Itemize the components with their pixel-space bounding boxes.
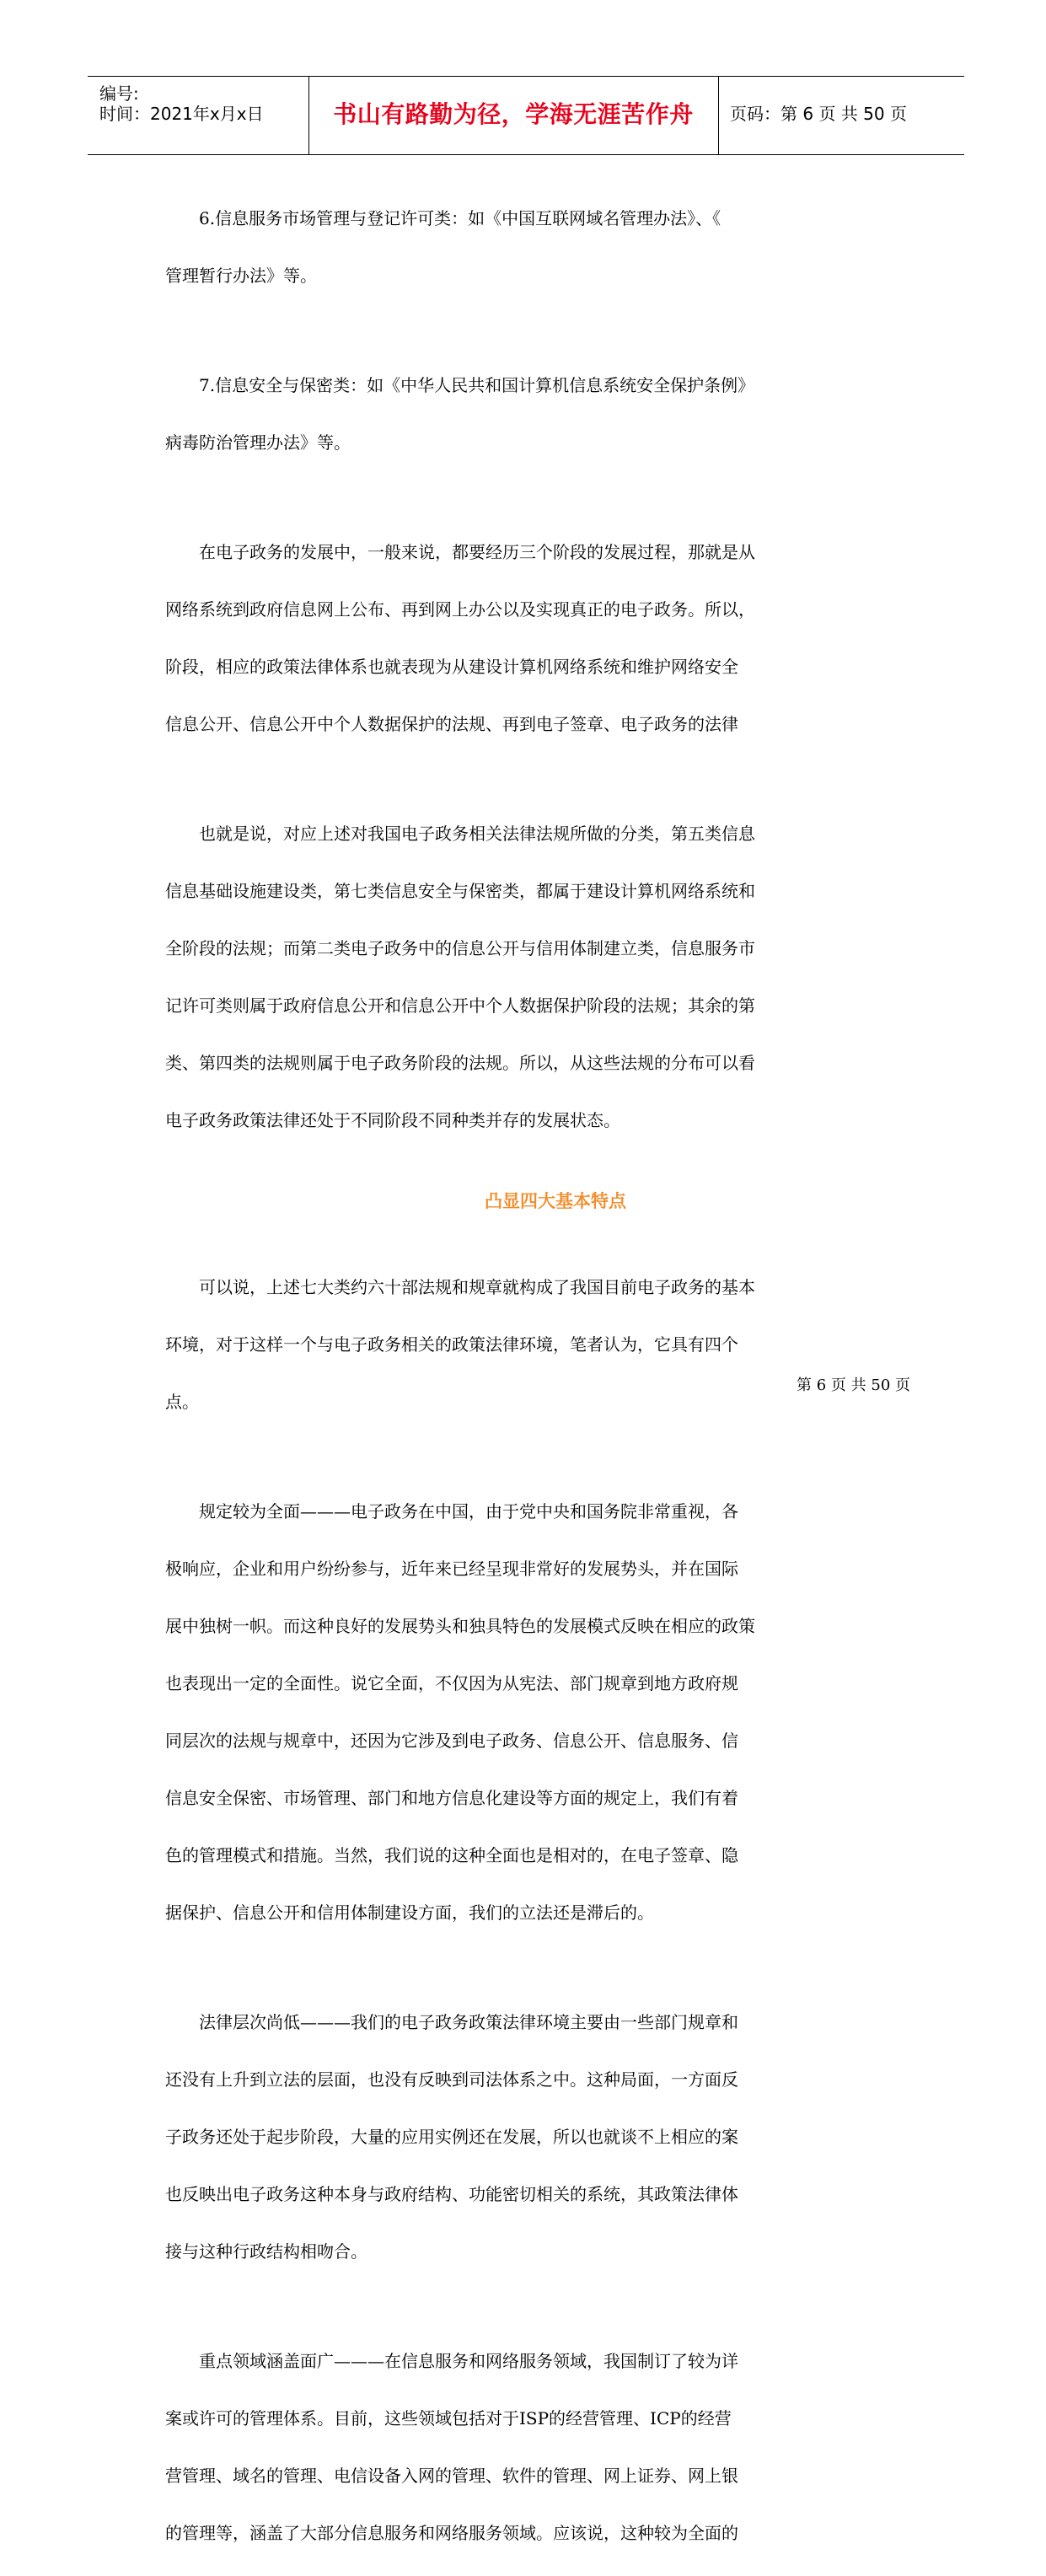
- text-line: 极响应，企业和用户纷纷参与，近年来已经呈现非常好的发展势头，并在国际: [165, 1559, 738, 1579]
- text-line: 营管理、域名的管理、电信设备入网的管理、软件的管理、网上证券、网上银: [165, 2466, 738, 2486]
- text-line: 信息安全保密、市场管理、部门和地方信息化建设等方面的规定上，我们有着: [165, 1788, 738, 1808]
- text-line: 网络系统到政府信息网上公布、再到网上办公以及实现真正的电子政务。所以，: [165, 599, 755, 620]
- text-line: 信息基础设施建设类，第七类信息安全与保密类，都属于建设计算机网络系统和: [165, 881, 755, 901]
- text-line: 信息公开、信息公开中个人数据保护的法规、再到电子签章、电子政务的法律: [165, 714, 738, 734]
- page-header: [88, 76, 964, 155]
- text-line: 案或许可的管理体系。目前，这些领域包括对于ISP的经营管理、ICP的经营: [165, 2408, 732, 2428]
- paragraph: [165, 175, 887, 319]
- document-time-label: 时间：2021年x月x日: [99, 104, 264, 124]
- text-line: 环境，对于这样一个与电子政务相关的政策法律环境，笔者认为，它具有四个: [165, 1334, 738, 1355]
- document-number-label: 编号:: [99, 83, 139, 104]
- text-line: 7.信息安全与保密类：如《中华人民共和国计算机信息系统安全保护条例》: [199, 375, 755, 395]
- section-heading: 凸显四大基本特点: [485, 1190, 626, 1211]
- text-line: 记许可类则属于政府信息公开和信息公开中个人数据保护阶段的法规；其余的第: [165, 996, 755, 1016]
- text-line: 6.信息服务市场管理与登记许可类：如《中国互联网域名管理办法》、《: [199, 208, 721, 228]
- header-motto-cell: [308, 77, 719, 154]
- text-line: 全阶段的法规；而第二类电子政务中的信息公开与信用体制建立类，信息服务市: [165, 938, 755, 958]
- text-line: 可以说，上述七大类约六十部法规和规章就构成了我国目前电子政务的基本: [199, 1277, 755, 1297]
- paragraph: [165, 509, 887, 767]
- text-line: 展中独树一帜。而这种良好的发展势头和独具特色的发展模式反映在相应的政策: [165, 1616, 755, 1636]
- paragraph: [165, 791, 887, 1163]
- paragraph: [165, 1244, 887, 1445]
- text-line: 管理暂行办法》等。: [165, 266, 317, 286]
- text-line: 点。: [165, 1392, 199, 1412]
- page-footer: 第 6 页 共 50 页: [797, 1377, 910, 1394]
- text-line: 的管理等，涵盖了大部分信息服务和网络服务领域。应该说，这种较为全面的: [165, 2523, 738, 2543]
- text-line: 法律层次尚低———我们的电子政务政策法律环境主要由一些部门规章和: [199, 2012, 738, 2032]
- text-line: 同层次的法规与规章中，还因为它涉及到电子政务、信息公开、信息服务、信: [165, 1731, 738, 1751]
- text-line: 在电子政务的发展中，一般来说，都要经历三个阶段的发展过程，那就是从: [199, 542, 755, 562]
- text-line: 重点领域涵盖面广———在信息服务和网络服务领域，我国制订了较为详: [199, 2351, 738, 2371]
- text-line: 也反映出电子政务这种本身与政府结构、功能密切相关的系统，其政策法律体: [165, 2184, 738, 2204]
- paragraph: [165, 342, 887, 486]
- text-line: 类、第四类的法规则属于电子政务阶段的法规。所以，从这些法规的分布可以看: [165, 1053, 755, 1073]
- text-line: 子政务还处于起步阶段，大量的应用实例还在发展，所以也就谈不上相应的案: [165, 2127, 738, 2147]
- header-page-cell: [718, 77, 964, 154]
- text-line: 也表现出一定的全面性。说它全面，不仅因为从宪法、部门规章到地方政府规: [165, 1673, 738, 1693]
- paragraph: [165, 1979, 887, 2294]
- header-motto: 书山有路勤为径，学海无涯苦作舟: [333, 100, 694, 128]
- text-line: 规定较为全面———电子政务在中国，由于党中央和国务院非常重视，各: [199, 1501, 738, 1521]
- text-line: 据保护、信息公开和信用体制建设方面，我们的立法还是滞后的。: [165, 1902, 654, 1923]
- text-line: 病毒防治管理办法》等。: [165, 432, 351, 453]
- text-line: 色的管理模式和措施。当然，我们说的这种全面也是相对的，在电子签章、隐: [165, 1845, 738, 1865]
- paragraph: [165, 2318, 887, 2576]
- header-page-number: 页码：第 6 页 共 50 页: [730, 104, 907, 124]
- paragraph: [165, 1468, 887, 1956]
- header-meta-cell: [88, 77, 309, 154]
- text-line: 还没有上升到立法的层面，也没有反映到司法体系之中。这种局面，一方面反: [165, 2069, 738, 2090]
- text-line: 电子政务政策法律还处于不同阶段不同种类并存的发展状态。: [165, 1110, 620, 1130]
- text-line: 接与这种行政结构相吻合。: [165, 2241, 367, 2262]
- text-line: 也就是说，对应上述对我国电子政务相关法律法规所做的分类，第五类信息: [199, 824, 755, 844]
- text-line: 阶段，相应的政策法律体系也就表现为从建设计算机网络系统和维护网络安全: [165, 657, 738, 677]
